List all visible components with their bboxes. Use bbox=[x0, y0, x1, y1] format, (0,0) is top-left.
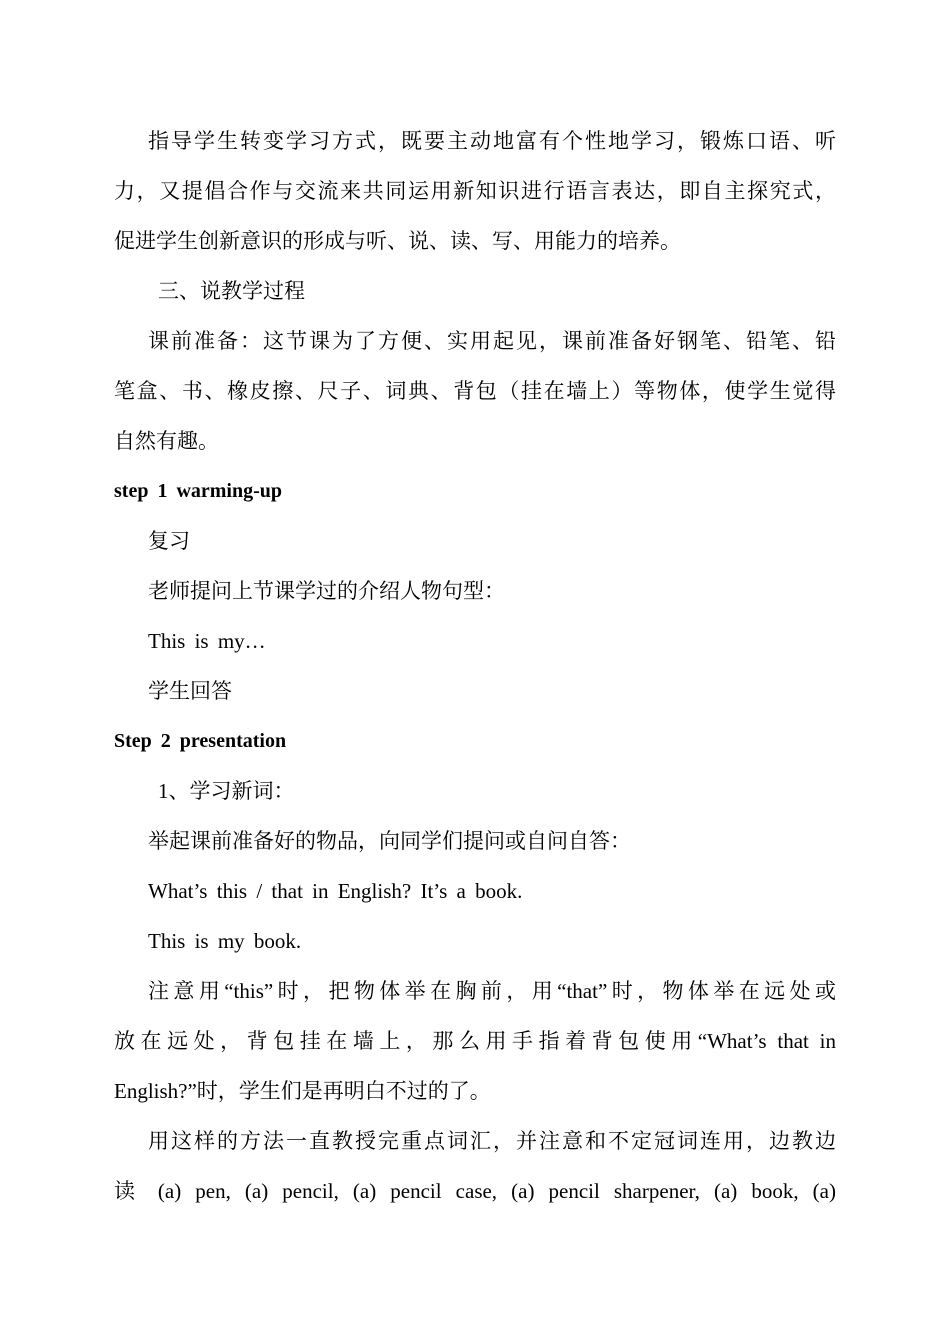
paragraph-line: 促进学生创新意识的形成与听、说、读、写、用能力的培养。 bbox=[114, 229, 681, 253]
section-heading: 三、说教学过程 bbox=[158, 279, 305, 303]
preparation-line: 课前准备：这节课为了方便、实用起见，课前准备好钢笔、铅笔、铅 bbox=[148, 329, 836, 353]
step2-item: What’s this / that in English? It’s a book. bbox=[148, 879, 523, 903]
preparation-line: 笔盒、书、橡皮擦、尺子、词典、背包（挂在墙上）等物体，使学生觉得 bbox=[114, 379, 836, 403]
step1-item: 复习 bbox=[148, 529, 190, 553]
method-line: 用这样的方法一直教授完重点词汇，并注意和不定冠词连用，边教边 bbox=[148, 1129, 836, 1153]
preparation-line: 自然有趣。 bbox=[114, 429, 219, 453]
note-line: English?”时，学生们是再明白不过的了。 bbox=[114, 1079, 491, 1103]
step1-item: This is my… bbox=[148, 629, 266, 653]
step1-item: 学生回答 bbox=[148, 679, 232, 703]
step2-item: 举起课前准备好的物品，向同学们提问或自问自答： bbox=[148, 829, 631, 853]
step2-item: This is my book. bbox=[148, 929, 302, 953]
step2-subheading: 1、学习新词： bbox=[158, 779, 295, 803]
step2-heading: Step 2 presentation bbox=[114, 730, 287, 752]
paragraph-line: 力，又提倡合作与交流来共同运用新知识进行语言表达，即自主探究式， bbox=[114, 179, 836, 203]
method-line: 读 (a) pen, (a) pencil, (a) pencil case, (a) pencil sharpener, (a) book, (a) bbox=[114, 1179, 836, 1203]
step1-item: 老师提问上节课学过的介绍人物句型： bbox=[148, 579, 505, 603]
paragraph-line: 指导学生转变学习方式，既要主动地富有个性地学习，锻炼口语、听 bbox=[148, 129, 836, 153]
note-line: 放在远处，背包挂在墙上，那么用手指着背包使用“What’s that in bbox=[114, 1029, 836, 1053]
step1-heading: step 1 warming-up bbox=[114, 480, 283, 502]
note-line: 注意用“this”时，把物体举在胸前，用“that”时，物体举在远处或 bbox=[148, 979, 836, 1003]
